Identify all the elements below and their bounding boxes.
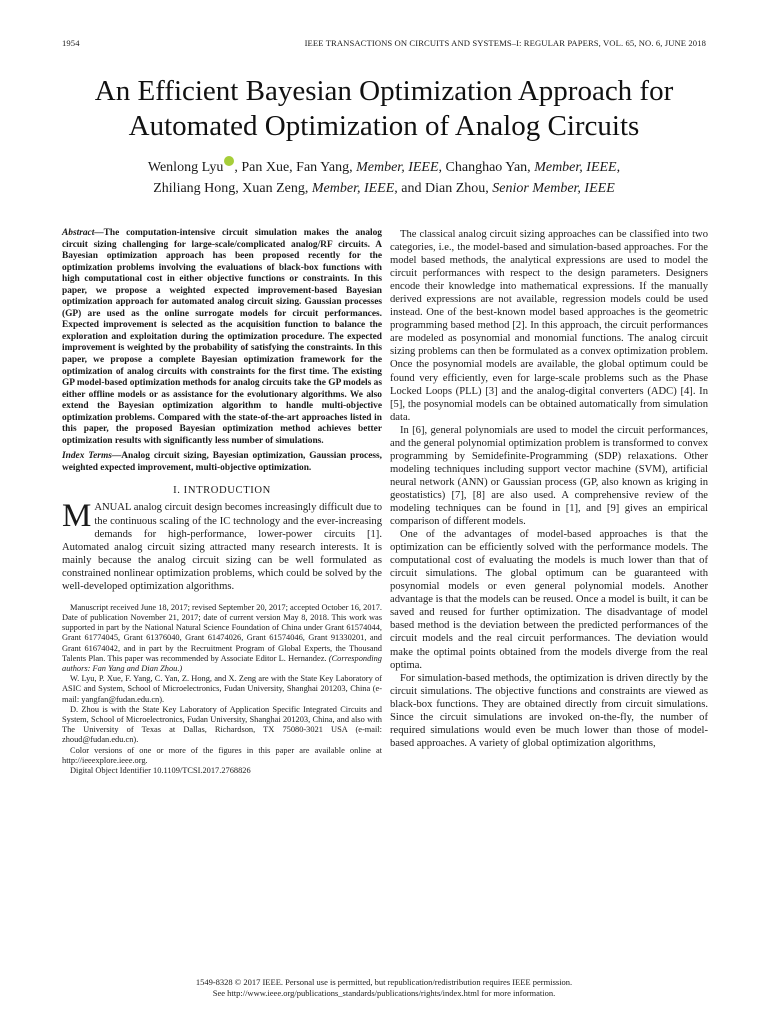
page-number: 1954 (62, 38, 80, 48)
footnote-affiliation-1: W. Lyu, P. Xue, F. Yang, C. Yan, Z. Hong, and X. Zeng are with the State Key Laboratory of ASIC and System, School of Microelectronics, Fudan University, Shanghai 201203, China (e-mail: yangfan@fudan.edu.cn). (62, 674, 382, 704)
abstract-text: —The computation-intensive circuit simulation makes the analog circuit sizing challenging for large-scale/complicated analog/RF circuits. A Bayesian optimization approach has been proposed recently for the optimization problems involving the evaluations of black-box functions with high computational cost in either objective functions or constraints. In this paper, we propose a weighted expected improvement-based Bayesian optimization approach for automated analog circuit sizing. Gaussian processes (GP) are used as the online surrogate models for circuit performances. Expected improvement is selected as the acquisition function to balance the exploration and exploitation during the optimization procedure. The expected improvement is weighted by the probability of satisfying the constraints. In this paper, we propose a complete Bayesian optimization framework for the optimization of analog circuits with constraints for the first time. The existing GP model-based optimization methods for analog circuits take the GP models as either offline models or as assistance for the evolutionary algorithms. We also extend the Bayesian optimization algorithm to handle multi-objective optimization problems. Compared with the state-of-the-art approaches listed in this paper, the proposed Bayesian optimization method achieves better optimization results with significantly less number of simulations. (62, 228, 382, 446)
author-name: Wenlong Lyu (147, 160, 224, 175)
footnote-affiliation-2: D. Zhou is with the State Key Laboratory of Application Specific Integrated Circuits and System, School of Microelectronics, Fudan University, Shanghai 201203, China, and also with The University of Texas at Dallas, Richardson, TX 75080-3021 USA (e-mail: zhoud@fudan.edu.cn). (62, 704, 382, 745)
author-affiliation: Member, IEEE (356, 160, 439, 175)
dropcap: M (62, 498, 92, 535)
abstract (62, 228, 382, 447)
running-header (62, 38, 706, 52)
section-heading: I. INTRODUCTION (173, 485, 271, 497)
paragraph: For simulation-based methods, the optimization is driven directly by the circuit simulations. The objective functions and constraints are viewed as black-box functions. They are obtained directly from circuit simulations. Since the circuit simulations are invoked on-the-fly, the number of required simulations would even be much lower than those of model-based approaches. A variety of global optimization algorithms, (390, 672, 708, 749)
journal-name: IEEE TRANSACTIONS ON CIRCUITS AND SYSTEMS–I: REGULAR PAPERS, VOL. 65, NO. 6, JUNE 2018 (304, 38, 706, 48)
index-terms-label: Index Terms (62, 451, 112, 462)
intro-text: analog circuit design becomes increasingly difficult due to the continuous scaling of the IC technology and the ever-increasing demands for high-performance, lower-power circuits [1]. Automated analog circuit sizing attracted many research interests. It is mainly because the analog circuit sizing can be well formulated as constrained nonlinear optimization problems, which could be solved by the well-developed optimization algorithms. (62, 502, 382, 592)
author-name: , Changhao Yan, (438, 160, 535, 175)
footnotes (62, 603, 382, 776)
author-list (40, 156, 728, 199)
footnote-color: Color versions of one or more of the figures in this paper are available online at http://ieeexplore.ieee.org. (62, 745, 382, 765)
footnote-doi: Digital Object Identifier 10.1109/TCSI.2017.2768826 (70, 766, 251, 776)
index-terms-text: —Analog circuit sizing, Bayesian optimization, Gaussian process, weighted expected improvement, multi-objective optimization. (62, 451, 383, 473)
paragraph: In [6], general polynomials are used to model the circuit performances, and the general polynomial optimization problem is transformed to convex programming by Semidefinite-Programming (SDP) relaxations. Other modeling techniques including support vector machine (SVM), artificial neural network (ANN) or Gaussian process (GP, also known as kriging in geostatistics) [7], [8] are also used. A comprehensive review of the modeling techniques can be found in [1], and [9] gives an empirical comparison of different models. (390, 424, 708, 528)
title-line-1: An Efficient Bayesian Optimization Approach for (94, 75, 674, 107)
copyright-footer (40, 977, 728, 999)
footnote-manuscript (62, 603, 382, 674)
paragraph: One of the advantages of model-based approaches is that the optimization can be efficiently solved with the performance models. The computational cost of evaluating the models is much lower than that of circuit simulations. The global optimum can be guaranteed with posynomial models or even general polynomial models. Another advantage is that the models can be reused. Once a model is built, it can be saved and reused for further optimization. The disadvantage of model based method is the deviation between the predicted performances of the circuit models and the real circuit performances. The deviation would make the optimal points obtained from the models diverge from the real optima. (390, 529, 708, 671)
intro-lead: ANUAL (94, 502, 132, 514)
author-affiliation: Senior Member, IEEE (492, 181, 615, 196)
title-line-2: Automated Optimization of Analog Circuits (128, 110, 640, 142)
orcid-icon[interactable] (224, 156, 234, 166)
copyright-line: 1549-8328 © 2017 IEEE. Personal use is permitted, but republication/redistribution requires IEEE permission. (195, 977, 573, 987)
author-name: , and Dian Zhou, (394, 181, 493, 196)
paragraph: The classical analog circuit sizing approaches can be classified into two categories, i.e., the model-based and simulation-based approaches. For the model based methods, the analytical expressions are used to model the circuit performances with respect to the design parameters. Designers encode their knowledge into mathematical expressions. If the manually derived expressions are not available, regression models could be used instead. One of the best-known model based approaches is the geometric programming based method [2]. In this approach, the circuit performances are modeled as posynomial and monomial functions. The analog circuit sizing problems can then be formulated as a convex optimization problem. Once the posynomial models are available, the global optimum could be found very efficiently, even for large-scale problems such as the Phase Locked Loops (PLL) [3] and the analog-digital converters (ADC) [4]. In [5], the posynomial models can be obtained automatically from simulation data. (390, 229, 708, 423)
footnote-text: Manuscript received June 18, 2017; revised September 20, 2017; accepted October 16, 2017. Date of publication November 21, 2017; date of current version May 8, 2018. This work was supported in part by the National Natural Science Foundation of China under Grant 61574044, Grant 61774045, Grant 61376040, Grant 61474026, Grant 61574046, Grant 91330201, and Grant 61674042, and in part by the Recruitment Program of Global Experts, the Thousand Talents Plan. This paper was recommended by Associate Editor L. Hernandez. (62, 602, 382, 663)
left-column (62, 228, 382, 776)
paper-title (40, 74, 728, 144)
intro-paragraph (62, 498, 382, 592)
author-affiliation: Member, IEEE (534, 160, 617, 175)
right-column (390, 228, 708, 750)
author-name: , Pan Xue, Fan Yang, (234, 160, 357, 175)
index-terms (62, 451, 382, 474)
footnote-corresponding: (Corresponding authors: Fan Yang and Dian Zhou.) (62, 653, 382, 674)
author-affiliation: Member, IEEE (311, 181, 395, 196)
abstract-label: Abstract (62, 228, 95, 238)
rights-link-line: See http://www.ieee.org/publications_standards/publications/rights/index.html for more information. (212, 988, 556, 998)
author-separator: , (616, 160, 621, 175)
author-name: Zhiliang Hong, Xuan Zeng, (153, 181, 312, 196)
